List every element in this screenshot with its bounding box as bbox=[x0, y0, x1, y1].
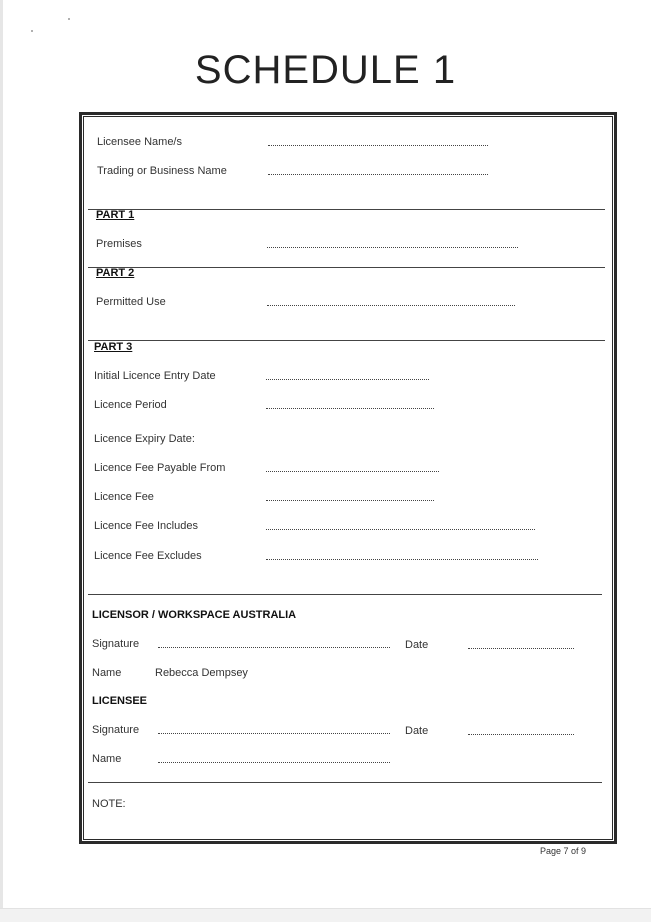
page-number: Page 7 of 9 bbox=[540, 846, 587, 856]
initial-entry-date-label: Initial Licence Entry Date bbox=[94, 370, 216, 382]
part3-heading: PART 3 bbox=[94, 341, 133, 353]
licensee-date-label: Date bbox=[405, 725, 429, 737]
premises-field[interactable] bbox=[267, 247, 518, 248]
trading-name-field[interactable] bbox=[268, 174, 488, 175]
part1-heading: PART 1 bbox=[96, 209, 135, 221]
licensee-signature-field[interactable] bbox=[158, 733, 390, 734]
premises-label: Premises bbox=[96, 238, 142, 250]
fee-includes-field[interactable] bbox=[266, 529, 535, 530]
licensee-names-field[interactable] bbox=[268, 145, 488, 146]
page-bottom-edge bbox=[0, 908, 651, 922]
page-title: SCHEDULE 1 bbox=[194, 48, 457, 92]
licensor-name-value: Rebecca Dempsey bbox=[155, 667, 248, 679]
permitted-use-label: Permitted Use bbox=[96, 296, 166, 308]
page-edge bbox=[0, 0, 3, 921]
licensor-heading: LICENSOR / WORKSPACE AUSTRALIA bbox=[92, 609, 297, 621]
licensor-signature-field[interactable] bbox=[158, 647, 390, 648]
scan-speck bbox=[31, 30, 33, 32]
licensee-names-label: Licensee Name/s bbox=[97, 136, 182, 148]
fee-payable-from-label: Licence Fee Payable From bbox=[94, 462, 226, 474]
section-divider bbox=[88, 340, 605, 341]
part2-heading: PART 2 bbox=[96, 267, 135, 279]
permitted-use-field[interactable] bbox=[267, 305, 515, 306]
fee-payable-from-field[interactable] bbox=[266, 471, 439, 472]
licence-fee-field[interactable] bbox=[266, 500, 434, 501]
trading-name-label: Trading or Business Name bbox=[97, 165, 227, 177]
licence-fee-label: Licence Fee bbox=[94, 491, 154, 503]
section-divider bbox=[88, 782, 602, 783]
note-label: NOTE: bbox=[92, 798, 126, 810]
scan-speck bbox=[68, 18, 70, 20]
licensee-name-label: Name bbox=[92, 753, 122, 765]
fee-includes-label: Licence Fee Includes bbox=[94, 520, 198, 532]
licensor-date-label: Date bbox=[405, 639, 429, 651]
section-divider bbox=[88, 267, 605, 268]
licence-period-field[interactable] bbox=[266, 408, 434, 409]
licensee-date-field[interactable] bbox=[468, 734, 574, 735]
licensee-heading: LICENSEE bbox=[92, 695, 148, 707]
section-divider bbox=[88, 594, 602, 595]
licence-period-label: Licence Period bbox=[94, 399, 167, 411]
licensee-signature-label: Signature bbox=[92, 724, 140, 736]
licensor-signature-label: Signature bbox=[92, 638, 140, 650]
licensor-date-field[interactable] bbox=[468, 648, 574, 649]
fee-excludes-field[interactable] bbox=[266, 559, 538, 560]
licensor-name-label: Name bbox=[92, 667, 122, 679]
expiry-date-label: Licence Expiry Date: bbox=[94, 433, 195, 445]
section-divider bbox=[88, 209, 605, 210]
licensee-name-field[interactable] bbox=[158, 762, 390, 763]
initial-entry-date-field[interactable] bbox=[266, 379, 429, 380]
fee-excludes-label: Licence Fee Excludes bbox=[94, 550, 202, 562]
